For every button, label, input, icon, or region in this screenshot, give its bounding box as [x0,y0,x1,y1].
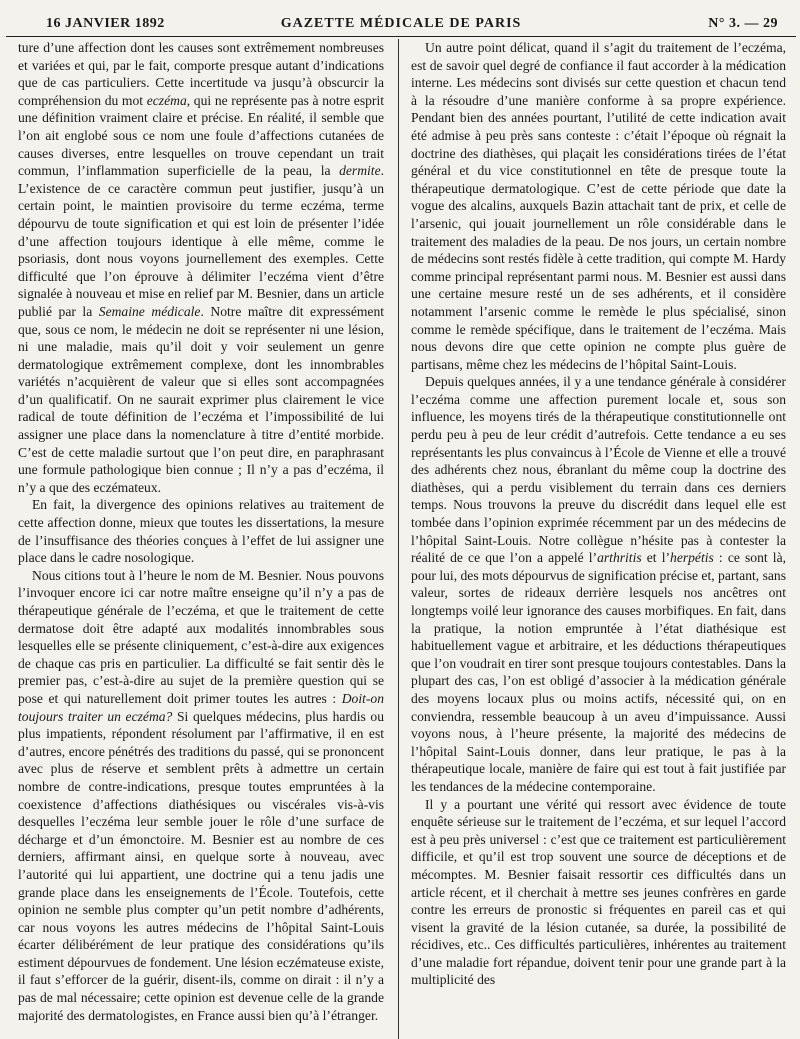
article-columns [6,39,796,1039]
page-header [6,14,796,37]
text-run: . L’existence de ce caractère commun peut justifier, jusqu’à un certain point, le maintien provisoire du terme eczéma, terme dépourvu de toute signification et qui est loin de présenter l’idée d’une affection toujours identique à elle même, comme le psoriasis, dont nous voyons journellement des exemples. Cette difficulté que l’on éprouve à délimiter l’eczéma vient d’être signalée à nouveau et mise en relief par M. Besnier, dans un article publié par la [18,163,385,319]
italic-term: herpétis [670,550,714,566]
italic-term: arthritis [597,550,642,566]
left-column [6,39,394,1039]
text-run: Il y a pourtant une vérité qui ressort avec évidence de toute enquête sérieuse sur le traitement de l’eczéma, et sur lequel l’accord est à peu près universel : c’est que ce traitement est particulièrement difficile, et qu’il est trop souvent une source de déceptions et de mécomptes. M. Besnier faisait ressortir ces difficultés dans un article récent, et il cherchait à mettre ses jeunes confrères en garde contre les erreurs de pronostic si fréquentes en pareil cas et qui visent la gravité de la lésion cutanée, sa durée, la possibilité de récidives, etc.. Ces difficultés particulières, inhérentes au traitement d’une maladie fort répandue, doivent tenir pour une grande part à la multiplicité des [411,796,787,988]
text-run: ture d’une affection dont les causes sont extrêmement nombreuses et variées et qui, par le fait, comporte presque autant d’indications que de cas particuliers. Cette incertitude va jusqu’à obscurcir la compréhension du mot [18,40,385,108]
text-run: Depuis quelques années, il y a une tendance générale à considérer l’eczéma comme une affection purement locale et, sous son influence, les moyens tirés de la thérapeutique constitutionnelle ont perdu peu à peu de leur crédit d’autrefois. Cette tendance a eu ses représentants les plus convaincus à l’École de Vienne et elle a trouvé des adhérents chez nous, ébranlant du même coup la doctrine des diathèses, qui a perdu visiblement du terrain dans ces derniers temps. Nous trouvons la preuve du discrédit dans lequel elle est tombée dans l’opinion exprimée récemment par un des médecins de l’hôpital Saint-Louis. Notre collègue n’hésite pas à contester la réalité de ce que l’on a appelé l’ [411,374,787,566]
text-run: Nous citions tout à l’heure le nom de M. Besnier. Nous pouvons l’invoquer encore ici car notre maître enseigne qu’il n’y a pas de thérapeutique générale de l’eczéma, et que le traitement de cette dermatose doit être adapté aux modalités innombrables sous lesquelles elle se présente cliniquement, c’est-à-dire aux exigences de chaque cas pris en particulier. La difficulté se fait sentir dès le premier pas, c’est-à-dire au sujet de la première question qui se pose et qui naturellement doit primer toutes les autres : [18,567,385,706]
text-run: , qui ne représente pas à notre esprit une définition vraiment claire et précise. En réalité, il semble que l’on ait englobé sous ce nom une foule d’affections cutanées de causes diverses, entre lesquelles on trouve cependant un trait commun, l’inflammation superficielle de la peau, la [18,92,385,179]
paragraph [18,567,384,1024]
italic-term: Doit-on toujours traiter un eczéma? [18,690,385,724]
paragraph [411,373,786,795]
text-run: : ce sont là, pour lui, des mots dépourvus de signification précise et, partant, sans valeur, sortes de rideaux derrière lesquels nos ancêtres ont longtemps voilé leur ignorance des causes morbifiques. En fait, dans la pratique, la notion empruntée à l’état diathésique est habituellement vague et arbitraire, et les déductions thérapeutiques que l’on voudrait en tirer sont presque toujours contestables. Dans la plupart des cas, l’on est obligé d’associer à la médication générale des moyens locaux plus ou moins actifs, nécessité qui, on en conviendra, ressemble beaucoup à un aveu d’impuissance. Aussi voyons nous, à l’heure présente, la majorité des médecins de l’hôpital Saint-Louis donner, dans leur pratique, le pas à la thérapeutique locale, manière de faire qui est tout à fait justifiée par les tendances de la médecine contemporaine. [411,550,787,794]
text-run: et l’ [641,550,671,566]
header-journal-title: GAZETTE MÉDICALE DE PARIS [280,16,522,31]
header-date: 16 JANVIER 1892 [46,16,165,31]
paragraph [18,39,384,496]
italic-term: eczéma [146,92,187,108]
paragraph [411,39,786,373]
text-run: En fait, la divergence des opinions relatives au traitement de cette affection donne, mieux que toutes les dissertations, la mesure de l’insuffisance des théories conçues à l’effet de lui assigner une place dans le cadre nosologique. [18,497,385,566]
right-column [403,39,796,1039]
column-divider [398,39,399,1039]
text-run: . Notre maître dit expressément que, sous ce nom, le médecin ne doit se représenter ni une lésion, ni une maladie, mais qu’il doit y voir seulement un genre dermatologique extrêmement complexe, dont les innombrables variétés n’acquièrent de valeur que si elles sont accompagnées d’un qualificatif. On ne saurait exprimer plus clairement le vice radical de toute définition de l’eczéma et l’impossibilité de lui assigner une place dans la nomenclature à titre d’entité morbide. C’est de cette maladie surtout que l’on peut dire, en paraphrasant une formule pathologique bien connue ; Il n’y a pas d’eczéma, il n’y a que des eczémateux. [18,303,385,495]
paragraph [411,796,786,990]
italic-term: dermite [339,163,381,179]
italic-term: Semaine médicale [98,303,201,319]
header-issue-page: N° 3. — 29 [708,16,778,31]
paragraph [18,496,384,566]
text-run: Un autre point délicat, quand il s’agit du traitement de l’eczéma, est de savoir quel degré de confiance il faut accorder à la médication interne. Les médecins sont divisés sur cette question et chacun tend à la résoudre d’une manière conforme à sa propre expérience. Pendant bien des années pourtant, l’utilité de cette indication avait été admise à peu près sans conteste : c’était l’époque où régnait la doctrine des diathèses, qui plaçait les considérations tirées de l’état général et du vice constitutionnel en tête de presque toute la thérapeutique dermatologique. C’est de cette période que date la vogue des alcalins, auxquels Bazin attachait tant de prix, et celle de l’arsenic, qui jouait journellement un rôle considérable dans le traitement des maladies de la peau. De nos jours, un certain nombre de médecins sont restés fidèle à cette tradition, qui compte M. Hardy comme principal représentant parmi nous. M. Besnier est aussi dans une certaine mesure resté un de ses adhérents, et il considère notamment l’arsenic comme le remède le plus spécialisé, sinon comme le remède spécifique, dans le traitement de l’eczéma. Mais nous devons dire que cette opinion ne compte plus guère de partisans, même chez les médecins de l’hôpital Saint-Louis. [411,40,787,372]
text-run: Si quelques médecins, plus hardis ou plus impatients, répondent résolument par l’affirmative, il en est d’autres, encore pénétrés des traditions du passé, qui se prononcent avec plus de réserve et semblent prêts à admettre un certain nombre de contre-indications, presque toutes empruntées à la coexistence d’affections diathésiques ou viscérales vis-à-vis desquelles l’eczéma leur semble jouer le rôle d’une surface de décharge et d’un émonctoire. M. Besnier est au nombre de ces derniers, affirmant ainsi, en quelque sorte à nouveau, avec l’autorité qui lui appartient, une doctrine qui a tenu jadis une grande place dans les enseignements de l’École. Toutefois, cette opinion ne semble plus compter qu’un petit nombre d’adhérents, car nous voyons les autres médecins de l’hôpital Saint-Louis écarter délibérément de leur pratique des considérations qu’ils estiment dépourvues de fondement. Une lésion eczémateuse existe, il faut s’efforcer de la guérir, disent-ils, comme on dirait : il n’y a pas de mal nécessaire; cette opinion est devenue celle de la grande majorité des dermatologistes, en France aussi bien qu’à l’étranger. [18,708,385,1023]
